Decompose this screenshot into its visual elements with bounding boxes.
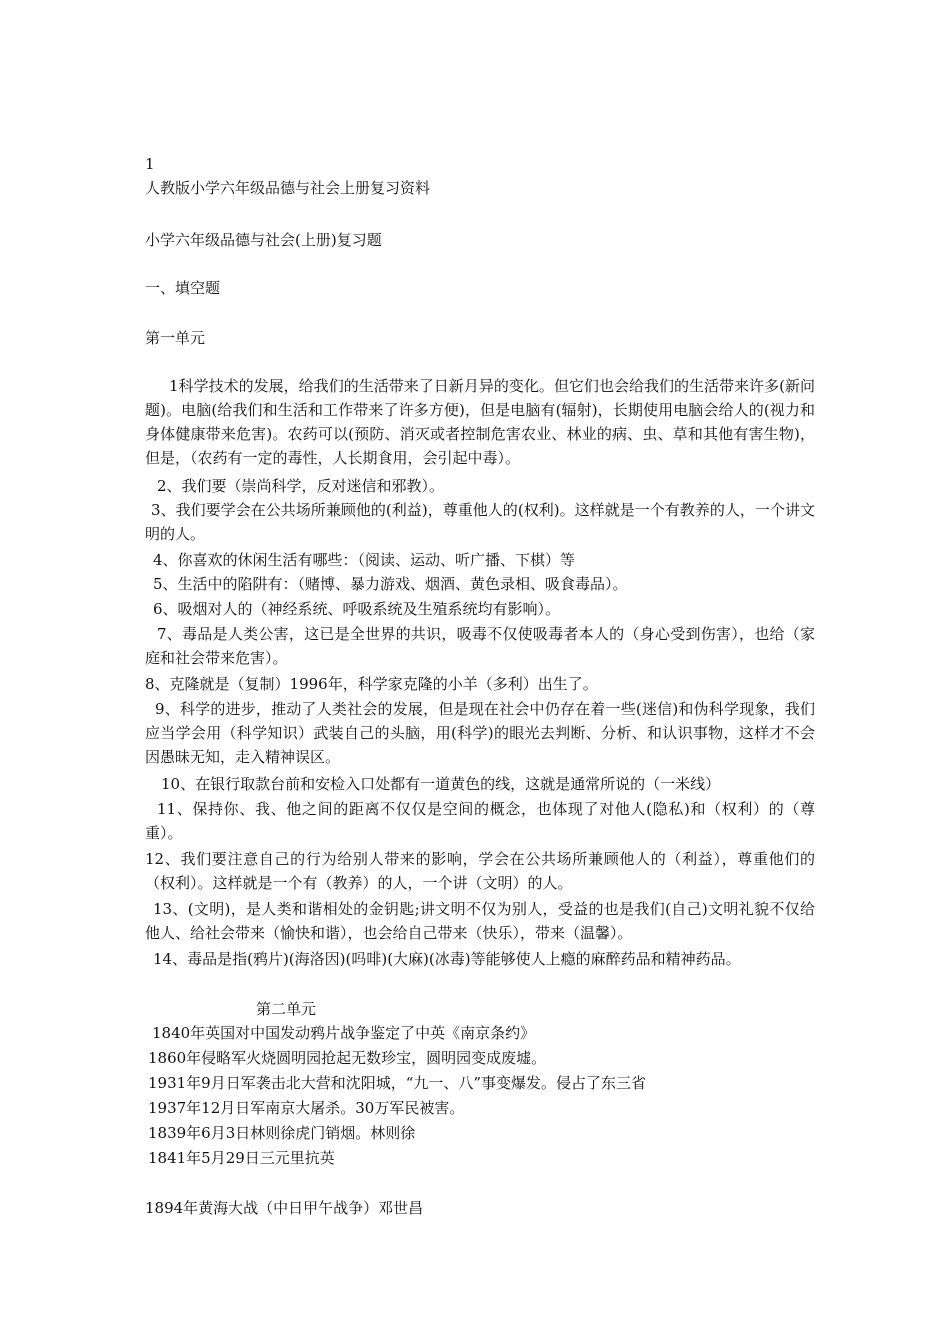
- list-item: 1科学技术的发展，给我们的生活带来了日新月异的变化。但它们也会给我们的生活带来许多(新问题)。电脑(给我们和生活和工作带来了许多方便)，但是电脑有(辐射)，长期使用电脑会给人的(视力和身体健康带来危害)。农药可以(预防、消灭或者控制危害农业、林业的病、虫、草和其他有害生物)，但是，（农药有一定的毒性，人长期食用，会引起中毒）。: [145, 377, 815, 467]
- list-item: 1937年12月日军南京大屠杀。30万军民被害。: [148, 1099, 465, 1117]
- unit-1-heading: 第一单元: [145, 329, 206, 347]
- list-item: 1841年5月29日三元里抗英: [148, 1149, 335, 1167]
- list-item: 2、我们要（崇尚科学，反对迷信和邪教）。: [157, 477, 445, 495]
- list-item: 10、在银行取款台前和安检入口处都有一道黄色的线，这就是通常所说的（一米线）: [161, 775, 721, 793]
- list-item: 7、毒品是人类公害，这已是全世界的共识，吸毒不仅使吸毒者本人的（身心受到伤害），也给（家庭和社会带来危害）。: [145, 625, 815, 667]
- list-item: 13、(文明)，是人类和谐相处的金钥匙;讲文明不仅为别人，受益的也是我们(自己)文明礼貌不仅给他人、给社会带来（愉快和谐），也会给自己带来（快乐），带来（温馨）。: [145, 900, 815, 942]
- list-item: 9、科学的进步，推动了人类社会的发展，但是现在社会中仍存在着一些(迷信)和伪科学现象，我们应当学会用（科学知识）武装自己的头脑，用(科学)的眼光去判断、分析、和认识事物，这样才不会因愚昧无知，走入精神误区。: [145, 700, 815, 766]
- list-item: 6、吸烟对人的（神经系统、呼吸系统及生殖系统均有影响）。: [153, 600, 561, 618]
- list-item: 1894年黄海大战（中日甲午战争）邓世昌: [145, 1199, 424, 1217]
- document-subtitle: 小学六年级品德与社会(上册)复习题: [145, 231, 382, 249]
- list-item: 1860年侵略军火烧圆明园抢起无数珍宝，圆明园变成废墟。: [148, 1049, 547, 1067]
- list-item: 5、生活中的陷阱有：（赌博、暴力游戏、烟酒、黄色录相、吸食毒品）。: [153, 575, 628, 593]
- section-heading: 一、填空题: [145, 279, 221, 297]
- list-item: 1839年6月3日林则徐虎门销烟。林则徐: [148, 1124, 416, 1142]
- list-item: 14、毒品是指(鸦片)(海洛因)(吗啡)(大麻)(冰毒)等能够使人上瘾的麻醉药品和精神药品。: [153, 950, 741, 968]
- list-item: 8、克隆就是（复制）1996年，科学家克隆的小羊（多利）出生了。: [145, 675, 598, 693]
- list-item: 1931年9月日军袭击北大营和沈阳城，“九一、八”事变爆发。侵占了东三省: [148, 1074, 647, 1092]
- document-title: 人教版小学六年级品德与社会上册复习资料: [145, 179, 431, 197]
- list-item: 12、我们要注意自己的行为给别人带来的影响，学会在公共场所兼顾他人的（利益），尊重他们的（权利）。这样就是一个有（教养）的人，一个讲（文明）的人。: [145, 850, 815, 892]
- unit-2-heading: 第二单元: [256, 1000, 317, 1018]
- list-item: 1840年英国对中国发动鸦片战争鉴定了中英《南京条约》: [152, 1024, 536, 1042]
- list-item: 3、我们要学会在公共场所兼顾他的(利益)，尊重他人的(权利)。这样就是一个有教养的人，一个讲文明的人。: [145, 501, 815, 543]
- list-item: 11、保持你、我、他之间的距离不仅仅是空间的概念，也体现了对他人(隐私)和（权利）的（尊重）。: [145, 800, 815, 842]
- list-item: 4、你喜欢的休闲生活有哪些：（阅读、运动、听广播、下棋）等: [153, 551, 576, 569]
- page-number: 1: [145, 155, 155, 173]
